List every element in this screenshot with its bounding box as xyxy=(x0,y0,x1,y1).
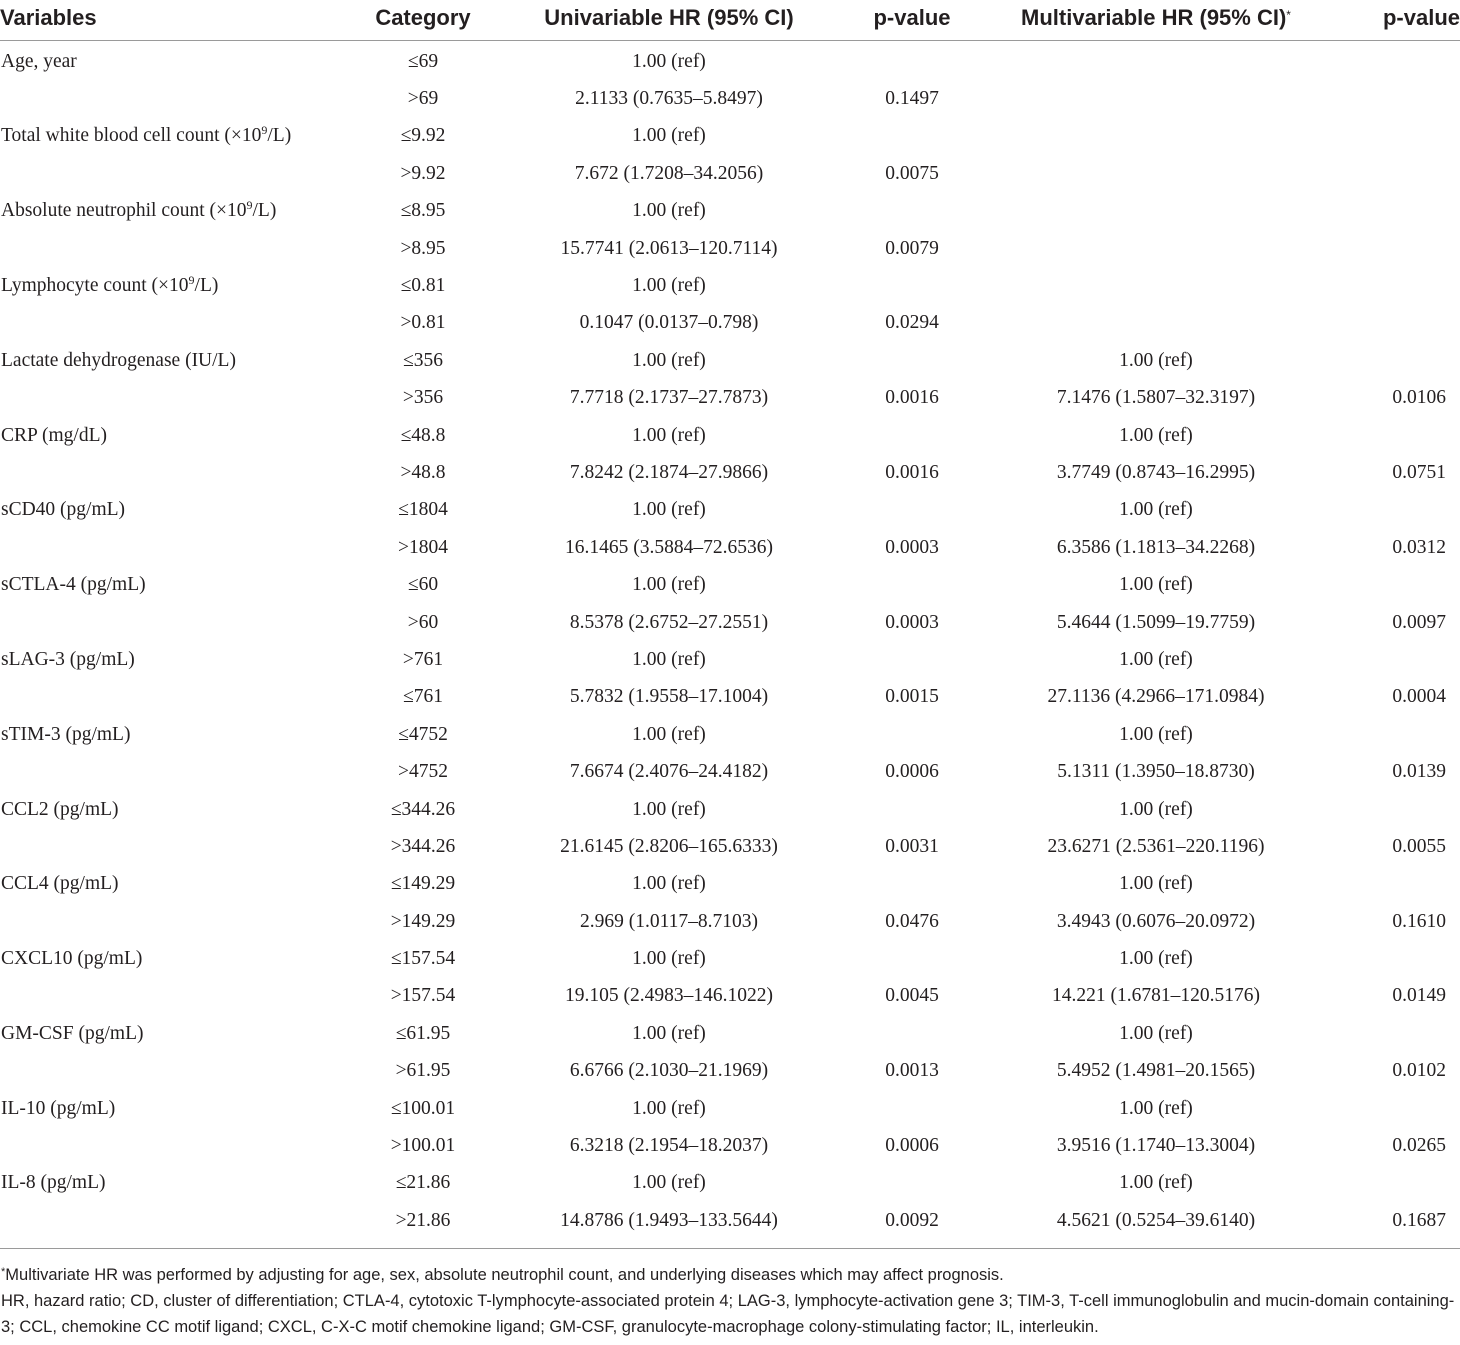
footnote-multivariate xyxy=(1,1259,1459,1288)
cell-univariable-hr: 1.00 (ref) xyxy=(632,125,706,147)
cell-category: ≤761 xyxy=(403,686,443,708)
cell-variable xyxy=(0,1053,356,1090)
cell-multivariable-hr: 5.4644 (1.5099–19.7759) xyxy=(1056,611,1256,633)
cell-univariable-p: 0.0079 xyxy=(885,237,939,259)
cell-multivariable-hr: 6.3586 (1.1813–34.2268) xyxy=(1056,536,1256,558)
table-row xyxy=(0,230,1460,267)
cell-univariable-p: 0.0476 xyxy=(885,910,939,932)
cell-multivariable-p xyxy=(1336,118,1460,155)
cell-univariable-hr: 1.00 (ref) xyxy=(632,723,706,745)
cell-univariable-p xyxy=(848,41,976,81)
cell-univariable-p: 0.0075 xyxy=(885,162,939,184)
cell-multivariable-hr: 1.00 (ref) xyxy=(1119,723,1193,745)
cell-univariable-p: 0.1497 xyxy=(885,88,939,110)
cell-univariable-p: 0.0013 xyxy=(885,1060,939,1082)
cell-multivariable-hr: 1.00 (ref) xyxy=(1119,349,1193,371)
cell-univariable-hr: 7.7718 (2.1737–27.7873) xyxy=(569,387,769,409)
variable-name: GM-CSF (pg/mL) xyxy=(1,1022,144,1044)
cell-univariable-p: 0.0006 xyxy=(885,761,939,783)
cell-multivariable-hr xyxy=(976,80,1336,117)
cell-univariable-hr: 1.00 (ref) xyxy=(632,349,706,371)
cell-univariable-hr: 1.00 (ref) xyxy=(632,798,706,820)
cell-category: >157.54 xyxy=(390,985,456,1007)
cell-univariable-p xyxy=(848,1165,976,1202)
cell-variable xyxy=(0,903,356,940)
table-row xyxy=(0,1090,1460,1127)
table-row xyxy=(0,716,1460,753)
cell-univariable-hr: 2.1133 (0.7635–5.8497) xyxy=(575,88,763,110)
cell-univariable-hr: 7.8242 (2.1874–27.9866) xyxy=(569,461,769,483)
cell-multivariable-p xyxy=(1336,193,1460,230)
cell-univariable-hr: 1.00 (ref) xyxy=(632,1022,706,1044)
cell-multivariable-hr: 27.1136 (4.2966–171.0984) xyxy=(1047,686,1265,708)
cell-univariable-hr: 1.00 (ref) xyxy=(632,424,706,446)
cell-univariable-p xyxy=(848,641,976,678)
variable-unit-tail: /L) xyxy=(252,200,277,222)
cell-variable xyxy=(0,80,356,117)
cell-variable xyxy=(0,118,356,155)
table-row xyxy=(0,155,1460,192)
cell-univariable-hr: 6.3218 (2.1954–18.2037) xyxy=(569,1135,769,1157)
cell-category: ≤149.29 xyxy=(390,873,456,895)
cell-multivariable-p xyxy=(1336,305,1460,342)
table-row xyxy=(0,679,1460,716)
cell-variable xyxy=(0,230,356,267)
variable-name: CCL2 (pg/mL) xyxy=(1,798,119,820)
cell-category: ≤9.92 xyxy=(400,125,446,147)
cell-category: >100.01 xyxy=(390,1135,456,1157)
cell-multivariable-hr: 7.1476 (1.5807–32.3197) xyxy=(1056,387,1256,409)
cell-category: ≤4752 xyxy=(398,723,448,745)
cell-univariable-hr: 14.8786 (1.9493–133.5644) xyxy=(490,1202,848,1248)
cell-univariable-hr: 1.00 (ref) xyxy=(632,275,706,297)
cell-category: >61.95 xyxy=(395,1060,451,1082)
cell-multivariable-p: 0.0097 xyxy=(1392,611,1446,633)
cell-multivariable-hr xyxy=(976,41,1336,81)
cell-category: >9.92 xyxy=(400,162,446,184)
cell-multivariable-hr xyxy=(976,267,1336,304)
cell-multivariable-p xyxy=(1336,866,1460,903)
cell-multivariable-hr: 5.1311 (1.3950–18.8730) xyxy=(1057,761,1255,783)
table-row xyxy=(0,753,1460,790)
cell-univariable-hr: 0.1047 (0.0137–0.798) xyxy=(579,312,759,334)
cell-variable xyxy=(0,1127,356,1164)
cell-multivariable-hr: 3.9516 (1.1740–13.3004) xyxy=(1056,1135,1256,1157)
cell-variable xyxy=(0,342,356,379)
cell-multivariable-p xyxy=(1336,267,1460,304)
table-row xyxy=(0,1202,1460,1248)
variable-name: IL-10 (pg/mL) xyxy=(1,1097,116,1119)
cell-univariable-p: 0.0015 xyxy=(885,686,939,708)
cell-multivariable-p: 0.0055 xyxy=(1392,835,1446,857)
cell-univariable-p: 0.0016 xyxy=(885,387,939,409)
cell-multivariable-hr: 23.6271 (2.5361–220.1196) xyxy=(1047,835,1265,857)
cell-variable xyxy=(0,492,356,529)
cell-category: ≤61.95 xyxy=(395,1022,451,1044)
cell-category: ≤100.01 xyxy=(390,1097,456,1119)
table-row xyxy=(0,342,1460,379)
table-row xyxy=(0,940,1460,977)
cell-multivariable-p xyxy=(1336,641,1460,678)
cell-univariable-hr: 19.105 (2.4983–146.1022) xyxy=(565,985,773,1007)
table-row xyxy=(0,903,1460,940)
cell-multivariable-p xyxy=(1336,80,1460,117)
cell-univariable-p xyxy=(848,1090,976,1127)
cell-variable xyxy=(0,155,356,192)
table-row xyxy=(0,41,1460,81)
table-row xyxy=(0,80,1460,117)
cell-category: >0.81 xyxy=(400,312,446,334)
cell-category: >344.26 xyxy=(390,835,456,857)
table-body xyxy=(0,41,1460,1249)
cell-variable xyxy=(0,1090,356,1127)
cell-variable xyxy=(0,417,356,454)
cell-multivariable-p xyxy=(1336,1090,1460,1127)
table-row xyxy=(0,417,1460,454)
table-row xyxy=(0,492,1460,529)
header-row xyxy=(0,0,1460,41)
cell-multivariable-hr: 1.00 (ref) xyxy=(1119,648,1193,670)
cell-univariable-p: 0.0031 xyxy=(885,835,939,857)
cell-variable xyxy=(0,267,356,304)
table-header xyxy=(0,0,1460,41)
header-univariable-hr: Univariable HR (95% CI) xyxy=(490,0,848,41)
cell-category: >60 xyxy=(407,611,439,633)
cell-univariable-p: 0.0003 xyxy=(885,536,939,558)
table-row xyxy=(0,604,1460,641)
cell-category: ≤48.8 xyxy=(400,424,446,446)
variable-name: Age, year xyxy=(1,50,77,72)
variable-name: CXCL10 (pg/mL) xyxy=(1,948,143,970)
table-row xyxy=(0,118,1460,155)
cell-category: >149.29 xyxy=(390,910,456,932)
table-footnotes xyxy=(0,1249,1459,1340)
header-univariable-p: p-value xyxy=(848,0,976,41)
cell-univariable-hr: 1.00 (ref) xyxy=(632,948,706,970)
cell-multivariable-hr: 1.00 (ref) xyxy=(1119,499,1193,521)
variable-name: sTIM-3 (pg/mL) xyxy=(1,723,131,745)
cell-multivariable-p xyxy=(1336,791,1460,828)
cell-multivariable-p: 0.1610 xyxy=(1392,910,1446,932)
table-row xyxy=(0,866,1460,903)
cell-category: >4752 xyxy=(398,761,448,783)
cell-multivariable-hr: 3.4943 (0.6076–20.0972) xyxy=(1056,910,1256,932)
cell-multivariable-p: 0.0004 xyxy=(1392,686,1446,708)
cell-variable xyxy=(0,604,356,641)
table-row xyxy=(0,1127,1460,1164)
cell-variable xyxy=(0,1015,356,1052)
table-row xyxy=(0,566,1460,603)
cell-multivariable-p: 0.0751 xyxy=(1392,461,1446,483)
cell-univariable-hr: 6.6766 (2.1030–21.1969) xyxy=(569,1060,769,1082)
cell-univariable-hr: 8.5378 (2.6752–27.2551) xyxy=(569,611,769,633)
header-category: Category xyxy=(356,0,490,41)
cell-category: ≤60 xyxy=(407,574,439,596)
cell-univariable-p xyxy=(848,1015,976,1052)
cell-category: ≤69 xyxy=(407,50,439,72)
cell-variable xyxy=(0,193,356,230)
cell-multivariable-p xyxy=(1336,1165,1460,1202)
cell-univariable-p xyxy=(848,267,976,304)
cell-multivariable-hr: 1.00 (ref) xyxy=(1119,1172,1193,1194)
cell-multivariable-p: 0.0102 xyxy=(1392,1060,1446,1082)
cell-variable xyxy=(0,828,356,865)
cell-univariable-p xyxy=(848,566,976,603)
table-row xyxy=(0,529,1460,566)
cell-variable xyxy=(0,716,356,753)
table-row xyxy=(0,454,1460,491)
cell-multivariable-hr: 1.00 (ref) xyxy=(1119,873,1193,895)
cell-multivariable-p: 0.1687 xyxy=(1336,1202,1460,1248)
cell-univariable-hr: 1.00 (ref) xyxy=(632,1097,706,1119)
cell-variable xyxy=(0,41,356,81)
cell-category: >8.95 xyxy=(400,237,446,259)
cell-category: ≤8.95 xyxy=(400,200,446,222)
cell-univariable-p: 0.0003 xyxy=(885,611,939,633)
cell-univariable-p xyxy=(848,492,976,529)
cell-variable xyxy=(0,566,356,603)
cell-multivariable-p xyxy=(1336,230,1460,267)
cell-multivariable-p xyxy=(1336,417,1460,454)
cell-variable xyxy=(0,866,356,903)
cell-univariable-hr: 5.7832 (1.9558–17.1004) xyxy=(569,686,769,708)
cell-variable xyxy=(0,380,356,417)
cell-univariable-hr: 7.672 (1.7208–34.2056) xyxy=(574,162,764,184)
cell-variable xyxy=(0,1202,356,1248)
table-row xyxy=(0,1165,1460,1202)
cell-category: >356 xyxy=(402,387,444,409)
cell-multivariable-p xyxy=(1336,1015,1460,1052)
cell-univariable-p: 0.0092 xyxy=(848,1202,976,1248)
cell-category: ≤21.86 xyxy=(395,1172,451,1194)
cell-multivariable-p: 0.0106 xyxy=(1392,387,1446,409)
cell-category: ≤157.54 xyxy=(390,948,456,970)
cell-multivariable-hr xyxy=(976,230,1336,267)
cell-univariable-hr: 1.00 (ref) xyxy=(632,873,706,895)
cell-category: >69 xyxy=(407,88,439,110)
cell-variable xyxy=(0,940,356,977)
cell-variable xyxy=(0,641,356,678)
footnote-asterisk: * xyxy=(1,1265,6,1278)
variable-unit-tail: /L) xyxy=(267,125,292,147)
variable-name: Absolute neutrophil count (×10 xyxy=(1,200,247,222)
cell-multivariable-p: 0.0312 xyxy=(1392,536,1446,558)
variable-name: sCD40 (pg/mL) xyxy=(1,499,126,521)
cell-multivariable-p xyxy=(1336,566,1460,603)
cell-univariable-p xyxy=(848,193,976,230)
footnote-multivariate-text: Multivariate HR was performed by adjusting for age, sex, absolute neutrophil count, and underlying diseases which may affect prognosis. xyxy=(5,1265,1004,1284)
cell-category: >761 xyxy=(402,648,444,670)
cell-variable xyxy=(0,454,356,491)
header-variables: Variables xyxy=(0,0,356,41)
cell-univariable-p: 0.0016 xyxy=(885,461,939,483)
cell-univariable-hr: 16.1465 (3.5884–72.6536) xyxy=(565,536,773,558)
cell-multivariable-p xyxy=(1336,155,1460,192)
cell-multivariable-hr: 3.7749 (0.8743–16.2995) xyxy=(1056,461,1256,483)
table-row xyxy=(0,978,1460,1015)
variable-unit-exponent: 9 xyxy=(188,273,195,288)
cell-multivariable-hr: 5.4952 (1.4981–20.1565) xyxy=(1056,1060,1256,1082)
cell-multivariable-p: 0.0139 xyxy=(1392,761,1446,783)
cell-univariable-hr: 2.969 (1.0117–8.7103) xyxy=(579,910,758,932)
table-row xyxy=(0,1053,1460,1090)
cell-multivariable-p xyxy=(1336,716,1460,753)
cell-variable xyxy=(0,305,356,342)
cell-multivariable-hr xyxy=(976,193,1336,230)
cell-univariable-p xyxy=(848,342,976,379)
cell-univariable-p xyxy=(848,791,976,828)
cell-variable xyxy=(0,753,356,790)
table-row xyxy=(0,641,1460,678)
cell-category: ≤0.81 xyxy=(400,275,446,297)
variable-name: CRP (mg/dL) xyxy=(1,424,107,446)
table-row xyxy=(0,1015,1460,1052)
variable-name: Lymphocyte count (×10 xyxy=(1,275,189,297)
cell-univariable-p: 0.0006 xyxy=(885,1135,939,1157)
header-multivariable-p: p-value xyxy=(1336,0,1460,41)
cell-variable xyxy=(0,529,356,566)
cell-multivariable-hr: 4.5621 (0.5254–39.6140) xyxy=(976,1202,1336,1248)
cell-category: >48.8 xyxy=(400,461,446,483)
cell-multivariable-p xyxy=(1336,940,1460,977)
cell-univariable-p xyxy=(848,940,976,977)
cell-univariable-p: 0.0294 xyxy=(885,312,939,334)
table-row xyxy=(0,305,1460,342)
cell-multivariable-p: 0.0149 xyxy=(1392,985,1446,1007)
cell-multivariable-hr xyxy=(976,305,1336,342)
cell-variable xyxy=(0,679,356,716)
header-multivariable-hr-label: Multivariable HR (95% CI) xyxy=(1021,5,1287,30)
variable-name: sLAG-3 (pg/mL) xyxy=(1,648,135,670)
variable-name: Lactate dehydrogenase (IU/L) xyxy=(1,349,236,371)
cell-category: >21.86 xyxy=(356,1202,490,1248)
cell-multivariable-hr xyxy=(976,118,1336,155)
cell-univariable-hr: 1.00 (ref) xyxy=(632,50,706,72)
cell-category: ≤356 xyxy=(403,349,443,371)
cell-multivariable-p xyxy=(1336,41,1460,81)
variable-name: Total white blood cell count (×10 xyxy=(1,125,262,147)
footnote-abbreviations: HR, hazard ratio; CD, cluster of differentiation; CTLA-4, cytotoxic T-lymphocyte-associated protein 4; LAG-3, lymphocyte-activation gene 3; TIM-3, T-cell immunoglobulin and mucin-domain containing-3; CCL, chemokine CC motif ligand; CXCL, C-X-C motif chemokine ligand; GM-CSF, granulocyte-macrophage colony-stimulating factor; IL, interleukin. xyxy=(1,1291,1455,1336)
variable-name: CCL4 (pg/mL) xyxy=(1,873,119,895)
cell-multivariable-hr: 14.221 (1.6781–120.5176) xyxy=(1052,985,1260,1007)
header-multivariable-hr xyxy=(976,0,1336,41)
cell-multivariable-hr: 1.00 (ref) xyxy=(1119,424,1193,446)
variable-unit-tail: /L) xyxy=(194,275,219,297)
table-row xyxy=(0,193,1460,230)
cell-univariable-p xyxy=(848,716,976,753)
cell-category: >1804 xyxy=(398,536,448,558)
cell-variable xyxy=(0,791,356,828)
cell-univariable-hr: 1.00 (ref) xyxy=(632,200,706,222)
cell-univariable-p xyxy=(848,866,976,903)
cell-multivariable-hr: 1.00 (ref) xyxy=(1119,1097,1193,1119)
cell-category: ≤344.26 xyxy=(390,798,456,820)
cell-univariable-p xyxy=(848,118,976,155)
header-multivariable-footnote-mark: * xyxy=(1286,8,1291,22)
cell-multivariable-hr: 1.00 (ref) xyxy=(1119,948,1193,970)
cell-univariable-hr: 1.00 (ref) xyxy=(632,1172,706,1194)
cell-univariable-p: 0.0045 xyxy=(885,985,939,1007)
cell-variable xyxy=(0,1165,356,1202)
cell-univariable-p xyxy=(848,417,976,454)
cell-multivariable-hr: 1.00 (ref) xyxy=(1119,1022,1193,1044)
cell-multivariable-hr: 1.00 (ref) xyxy=(1119,798,1193,820)
variable-unit-exponent: 9 xyxy=(246,198,253,213)
cell-multivariable-hr: 1.00 (ref) xyxy=(1119,574,1193,596)
cell-multivariable-p xyxy=(1336,492,1460,529)
cell-univariable-hr: 15.7741 (2.0613–120.7114) xyxy=(560,237,778,259)
cell-variable xyxy=(0,978,356,1015)
cell-univariable-hr: 1.00 (ref) xyxy=(632,648,706,670)
table-row xyxy=(0,791,1460,828)
cell-multivariable-p: 0.0265 xyxy=(1392,1135,1446,1157)
table-row xyxy=(0,828,1460,865)
cell-multivariable-hr xyxy=(976,155,1336,192)
table-row xyxy=(0,380,1460,417)
variable-name: sCTLA-4 (pg/mL) xyxy=(1,574,146,596)
cell-univariable-hr: 1.00 (ref) xyxy=(632,574,706,596)
table-row xyxy=(0,267,1460,304)
cell-category: ≤1804 xyxy=(398,499,448,521)
cell-multivariable-p xyxy=(1336,342,1460,379)
cell-univariable-hr: 7.6674 (2.4076–24.4182) xyxy=(569,761,769,783)
cell-univariable-hr: 1.00 (ref) xyxy=(632,499,706,521)
variable-name: IL-8 (pg/mL) xyxy=(1,1172,106,1194)
variable-unit-exponent: 9 xyxy=(261,123,268,138)
cell-univariable-hr: 21.6145 (2.8206–165.6333) xyxy=(560,835,778,857)
